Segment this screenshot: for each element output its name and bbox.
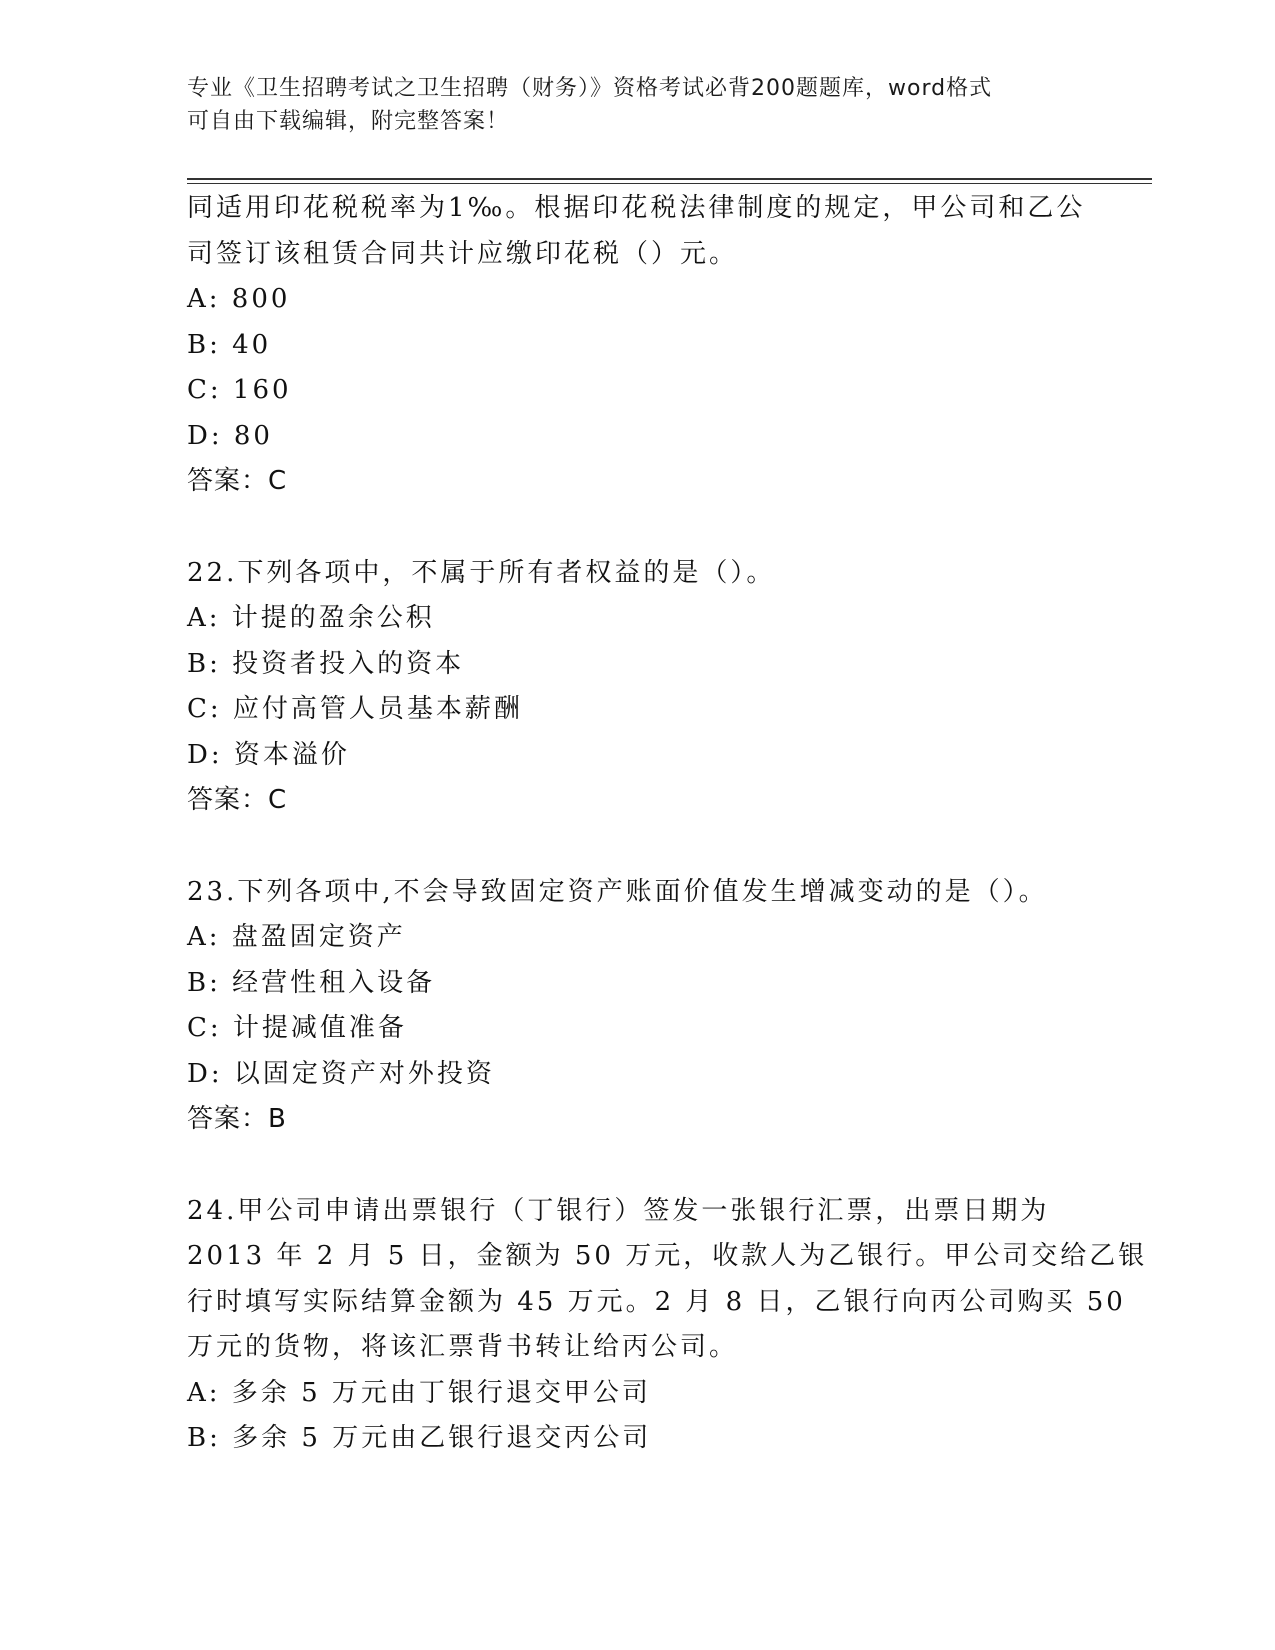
answer: 答案：C <box>187 466 288 496</box>
option-a: A: 800 <box>187 284 291 314</box>
spacer <box>187 824 1087 870</box>
option-a: A: 计提的盈余公积 <box>187 603 435 633</box>
question-stem-line: 24.甲公司申请出票银行（丁银行）签发一张银行汇票，出票日期为 <box>187 1195 1050 1226</box>
question-stem-line: 同适用印花税税率为1‰。根据印花税法律制度的规定，甲公司和乙公 <box>187 193 1086 223</box>
header-line-1: 专业《卫生招聘考试之卫生招聘（财务）》资格考试必背200题题库，word格式 <box>187 76 993 101</box>
question-stem-line: 行时填写实际结算金额为 45 万元。2 月 8 日，乙银行向丙公司购买 50 <box>187 1286 1126 1317</box>
question-24 <box>187 1189 1148 1462</box>
option-d: D: 资本溢价 <box>187 739 350 770</box>
question-list <box>187 186 1148 1462</box>
question-23 <box>187 870 1087 1143</box>
spacer <box>187 505 1087 551</box>
question-stem-line: 2013 年 2 月 5 日，金额为 50 万元，收款人为乙银行。甲公司交给乙银 <box>187 1241 1148 1271</box>
option-b: B: 多余 5 万元由乙银行退交丙公司 <box>187 1423 652 1453</box>
header-divider-thin <box>187 183 1152 184</box>
page-header <box>187 72 1087 138</box>
option-b: B: 40 <box>187 329 272 360</box>
header-divider-thick <box>187 178 1152 180</box>
option-a: A: 盘盈固定资产 <box>187 922 406 952</box>
option-c: C: 应付高管人员基本薪酬 <box>187 694 523 724</box>
option-d: D: 以固定资产对外投资 <box>187 1058 495 1089</box>
option-c: C: 160 <box>187 375 292 405</box>
option-b: B: 经营性租入设备 <box>187 967 436 998</box>
option-d: D: 80 <box>187 420 273 451</box>
answer: 答案：C <box>187 785 288 815</box>
option-a: A: 多余 5 万元由丁银行退交甲公司 <box>187 1377 651 1408</box>
question-stem-line: 22.下列各项中，不属于所有者权益的是（）。 <box>187 557 776 588</box>
question-stem-line: 万元的货物，将该汇票背书转让给丙公司。 <box>187 1332 739 1362</box>
header-line-2: 可自由下载编辑，附完整答案！ <box>187 109 510 134</box>
question-22 <box>187 551 1087 824</box>
option-b: B: 投资者投入的资本 <box>187 648 465 679</box>
option-c: C: 计提减值准备 <box>187 1013 407 1043</box>
answer: 答案：B <box>187 1104 287 1134</box>
spacer <box>187 1143 1087 1189</box>
question-21 <box>187 186 1087 505</box>
question-stem-line: 司签订该租赁合同共计应缴印花税（）元。 <box>187 238 739 269</box>
question-stem-line: 23.下列各项中,不会导致固定资产账面价值发生增减变动的是（）。 <box>187 876 1048 907</box>
